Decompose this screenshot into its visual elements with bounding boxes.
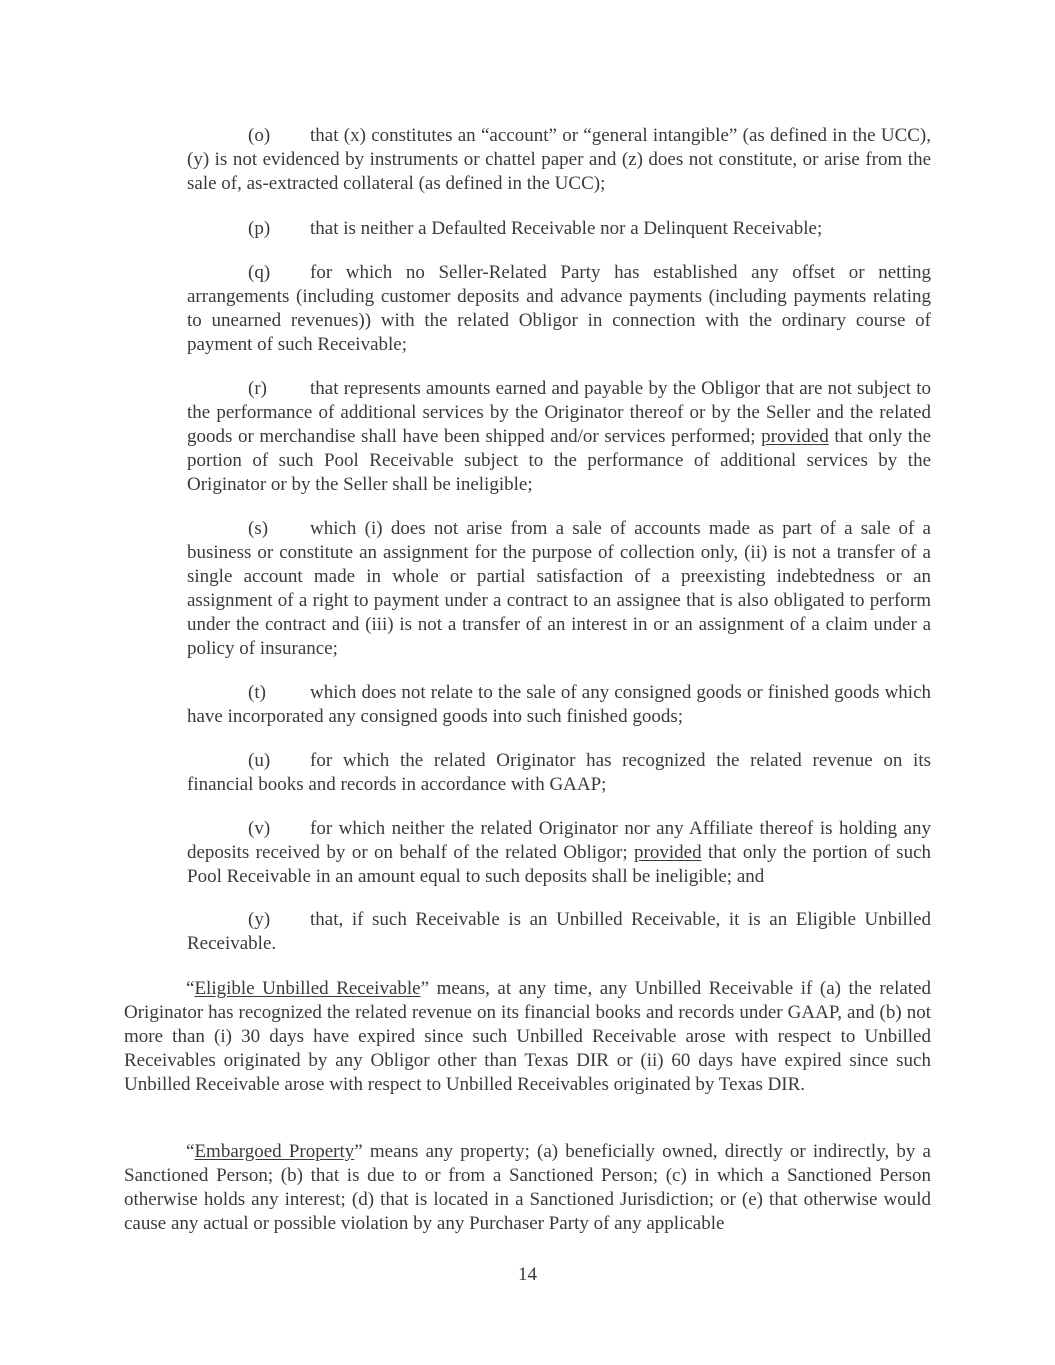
clause-r [187, 377, 931, 497]
open-quote: “ [186, 978, 195, 999]
clause-u [187, 749, 931, 797]
clause-text-continued: that only the portion of such Pool Receivable in an amount equal to such deposits shall be ineligible; and [187, 842, 932, 887]
clause-label: (q) [248, 262, 271, 283]
clause-p [187, 217, 931, 241]
clause-y [187, 908, 931, 956]
clause-text: that represents amounts earned and payable by the Obligor that are not subject to the performance of additional services by the Originator thereof or by the Seller and the related goods or merchandise shall have been shipped and/or services performed; [187, 378, 931, 447]
provided-term: provided [761, 426, 829, 447]
definition-text: means, at any time, any Unbilled Receivable if (a) the related Originator has recognized the related revenue on its financial books and records under GAAP, and (b) not more than (i) 30 days have expired since such Unbilled Receivable arose with respect to Unbilled Receivables originated by any Obligor other than Texas DIR or (ii) 60 days have expired since such Unbilled Receivable arose with respect to Unbilled Receivables originated by Texas DIR. [124, 978, 931, 1095]
defined-term: Embargoed Property [194, 1141, 355, 1162]
definition-embargoed-property [124, 1140, 931, 1236]
clause-text-continued: that only the portion of such Pool Receivable subject to the performance of additional services by the Originator or by the Seller shall be ineligible; [187, 426, 932, 495]
defined-term: Eligible Unbilled Receivable [194, 978, 421, 999]
page-number: 14 [518, 1264, 537, 1285]
clause-text: that (x) constitutes an “account” or “general intangible” (as defined in the UCC), (y) is not evidenced by instruments or chattel paper and (z) does not constitute, or arise from the sale of, as-extracted collateral (as defined in the UCC); [187, 125, 931, 194]
clause-label: (u) [248, 750, 271, 771]
clause-text: for which the related Originator has recognized the related revenue on its financial books and records in accordance with GAAP; [187, 750, 931, 795]
clause-text: which does not relate to the sale of any consigned goods or finished goods which have incorporated any consigned goods into such finished goods; [187, 682, 931, 727]
close-quote: ” [354, 1141, 363, 1162]
clause-label: (r) [248, 378, 267, 399]
clause-o [187, 124, 931, 196]
clause-text: for which no Seller-Related Party has established any offset or netting arrangements (including customer deposits and advance payments (including payments relating to unearned revenues)) with the related Obligor in connection with the ordinary course of payment of such Receivable; [187, 262, 931, 355]
clause-label: (v) [248, 818, 271, 839]
clause-label: (t) [248, 682, 266, 703]
close-quote: ” [420, 978, 430, 999]
clause-s [187, 517, 931, 661]
clause-label: (o) [248, 125, 271, 146]
open-quote: “ [186, 1141, 195, 1162]
clause-label: (s) [248, 518, 269, 539]
clause-label: (y) [248, 909, 271, 930]
clause-text: for which neither the related Originator nor any Affiliate thereof is holding any deposits received by or on behalf of the related Obligor; [187, 818, 931, 863]
clause-v [187, 817, 931, 889]
definition-text: means any property; (a) beneficially owned, directly or indirectly, by a Sanctioned Person; (b) that is due to or from a Sanctioned Person; (c) in which a Sanctioned Person otherwise holds any interest; (d) that is located in a Sanctioned Jurisdiction; or (e) that otherwise would cause any actual or possible violation by any Purchaser Party of any applicable [124, 1141, 931, 1234]
clause-text: which (i) does not arise from a sale of accounts made as part of a sale of a business or constitute an assignment for the purpose of collection only, (ii) is not a transfer of a single account made in whole or partial satisfaction of a preexisting indebtedness or an assignment of a right to payment under a contract to an assignee that is also obligated to perform under the contract and (iii) is not a transfer of an interest in or an assignment of a claim under a policy of insurance; [187, 518, 931, 659]
clause-q [187, 261, 931, 357]
provided-term: provided [634, 842, 702, 863]
clause-t [187, 681, 931, 729]
clause-label: (p) [248, 218, 271, 239]
definition-eligible-unbilled-receivable [124, 977, 931, 1097]
clause-text: that, if such Receivable is an Unbilled Receivable, it is an Eligible Unbilled Receivable. [187, 909, 931, 954]
clause-text: that is neither a Defaulted Receivable nor a Delinquent Receivable; [310, 218, 823, 239]
